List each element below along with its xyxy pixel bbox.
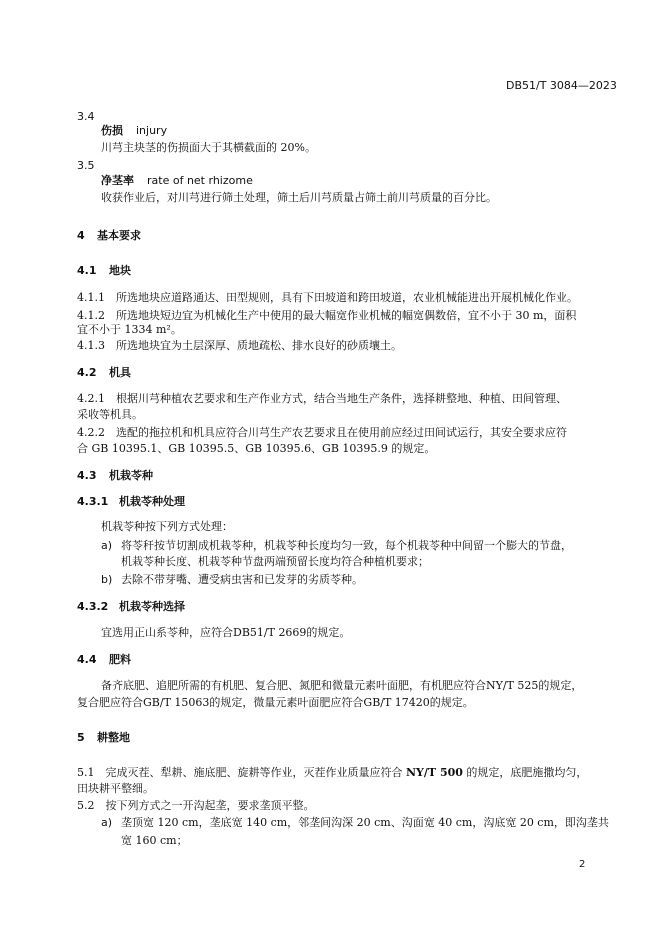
clause-number: 4.3.2 [77, 600, 109, 613]
term-english: rate of net rhizome [147, 174, 253, 187]
clause-title: 机栽苓种处理 [119, 495, 185, 508]
page-number: 2 [579, 859, 586, 870]
paragraph-cont: 复合肥应符合GB/T 15063的规定，微量元素叶面肥应符合GB/T 17420的规定。 [77, 696, 474, 709]
clause-5-1 [77, 766, 587, 780]
clause-4-2-1-cont: 采收等机具。 [77, 408, 143, 421]
section-title: 耕整地 [97, 731, 130, 744]
subsection-number: 4.3 [77, 469, 97, 482]
term-english: injury [136, 124, 168, 137]
subsection-title: 地块 [109, 264, 131, 277]
subsection-number: 4.2 [77, 366, 97, 379]
term-chinese: 伤损 [101, 124, 123, 137]
term-number: 3.5 [77, 159, 95, 172]
clause-title: 机栽苓种选择 [119, 600, 185, 613]
clause-4-1-2-cont: 宜不小于 1334 m²。 [77, 323, 182, 336]
list-item-cont: 机栽苓种长度、机栽苓种节盘两端预留长度均符合种植机要求； [121, 555, 429, 568]
clause-5-1-cont: 田块耕平整细。 [77, 782, 154, 795]
clause-5-1-text: 5.1 完成灭茬、犁耕、施底肥、旋耕等作业，灭茬作业质量应符合 [77, 766, 406, 779]
clause-4-1-3: 4.1.3 所选地块宜为土层深厚、质地疏松、排水良好的砂质壤土。 [77, 339, 402, 352]
subsection-number: 4.4 [77, 653, 97, 666]
term-number: 3.4 [77, 110, 95, 123]
clause-5-1-text-end: 的规定，底肥施撒均匀， [462, 766, 588, 779]
clause-4-2-1: 4.2.1 根据川芎种植农艺要求和生产作业方式，结合当地生产条件，选择耕整地、种植、田间管理、 [77, 392, 567, 405]
subsection-number: 4.1 [77, 264, 97, 277]
subsection-title: 机栽苓种 [109, 469, 153, 482]
clause-number: 4.3.1 [77, 495, 109, 508]
section-number: 4 [77, 229, 85, 242]
term-definition: 收获作业后，对川芎进行筛土处理，筛土后川芎质量占筛土前川芎质量的百分比。 [101, 191, 497, 204]
term-definition: 川芎主块茎的伤损面大于其横截面的 20%。 [101, 141, 316, 154]
clause-4-1-2: 4.1.2 所选地块短边宜为机械化生产中使用的最大幅宽作业机械的幅宽偶数倍，宜不小于 30 m，面积 [77, 309, 577, 322]
document-id: DB51/T 3084—2023 [506, 79, 617, 92]
clause-4-2-2: 4.2.2 选配的拖拉机和机具应符合川芎生产农艺要求且在使用前应经过田间试运行，其安全要求应符 [77, 426, 567, 439]
list-item: 去除不带芽嘴、遭受病虫害和已发芽的劣质苓种。 [121, 573, 363, 586]
list-item: 垄顶宽 120 cm，垄底宽 140 cm，邻垄间沟深 20 cm、沟面宽 40 cm，沟底宽 20 cm，即沟垄共 [121, 816, 609, 829]
clause-5-2: 5.2 按下列方式之一开沟起垄，要求垄顶平整。 [77, 799, 315, 812]
paragraph: 宜选用正山系苓种，应符合DB51/T 2669的规定。 [101, 626, 351, 639]
section-title: 基本要求 [97, 229, 141, 242]
subsection-title: 机具 [109, 366, 131, 379]
list-label: b) [101, 573, 113, 586]
subsection-title: 肥料 [109, 653, 131, 666]
list-item-cont: 宽 160 cm； [121, 834, 188, 847]
list-label: a) [101, 816, 113, 829]
list-item: 将苓秆按节切割成机栽苓种，机栽苓种长度均匀一致，每个机栽苓种中间留一个膨大的节盘， [121, 539, 572, 552]
section-number: 5 [77, 731, 85, 744]
term-chinese: 净茎率 [101, 174, 134, 187]
paragraph: 备齐底肥、追肥所需的有机肥、复合肥、氮肥和微量元素叶面肥，有机肥应符合NY/T 525的规定， [101, 679, 583, 692]
standard-reference: NY/T 500 [406, 766, 463, 779]
list-label: a) [101, 539, 113, 552]
list-intro: 机栽苓种按下列方式处理： [101, 520, 233, 533]
clause-4-2-2-cont: 合 GB 10395.1、GB 10395.5、GB 10395.6、GB 10395.9 的规定。 [77, 442, 436, 455]
clause-4-1-1: 4.1.1 所选地块应道路通达、田型规则，具有下田坡道和跨田坡道，农业机械能进出开展机械化作业。 [77, 291, 578, 304]
